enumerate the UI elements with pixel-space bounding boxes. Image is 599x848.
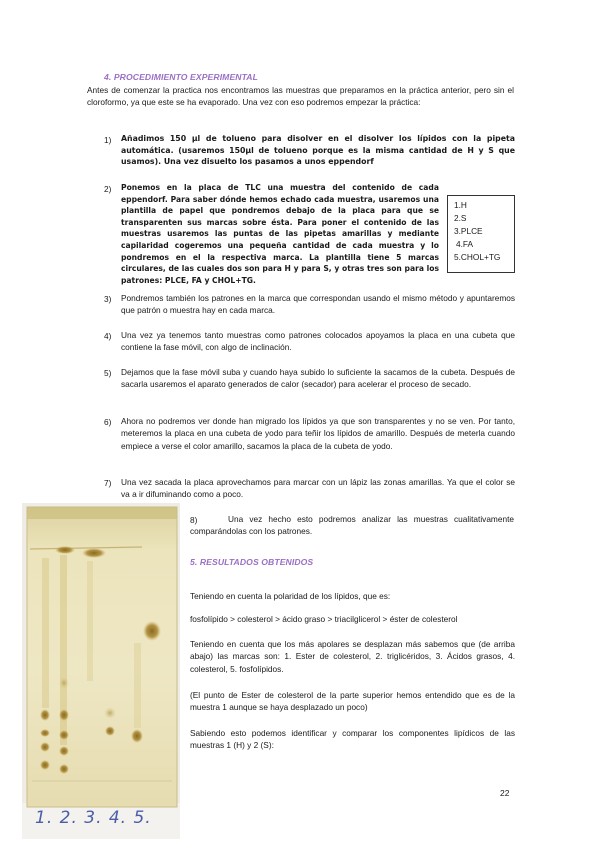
sample-legend-box [447, 195, 515, 273]
step-6-text: Ahora no podremos ver donde han migrado los lípidos ya que son transparentes y no se ven. Por tanto, meteremos la placa en una cubeta de yodo para teñir los lípidos de amarillo. Después de meterla cuando empiece a verse el color amarillo, sacamos la placa de la cubeta de yodo. [121, 416, 515, 451]
step-8-label: Una vez hecho esto podremos analizar las muestras cualitativamente comparándolas con los patrones. [190, 514, 514, 537]
legend-item: 4.FA [456, 239, 474, 249]
step-3-number: 3) [104, 294, 112, 304]
tlc-plate-photo [22, 503, 180, 839]
step-4-number: 4) [104, 331, 112, 341]
results-paragraph-3: Teniendo en cuenta que los más apolares se desplazan más sabemos que (de arriba abajo) las marcas son: 1. Ester de colesterol, 2. triglicéridos, 3. Ácidos grasos, 4. colesterol, 5. fosfolípidos. [190, 639, 515, 674]
results-paragraph-4: (El punto de Ester de colesterol de la parte superior hemos entendido que es de la muestra 1 aunque se haya desplazado un poco) [190, 690, 515, 713]
section-5-heading: 5. RESULTADOS OBTENIDOS [190, 557, 314, 567]
results-paragraph-5: Sabiendo esto podemos identificar y comparar los componentes lipídicos de las muestras 1 (H) y 2 (S): [190, 728, 515, 751]
step-6-number: 6) [104, 417, 112, 427]
step-7-number: 7) [104, 478, 112, 488]
step-5-text: Dejamos que la fase móvil suba y cuando haya subido lo suficiente la sacamos de la cubeta. Después de sacarla usaremos el aparato generados de calor (secador) para acelerar el proceso de secado. [121, 367, 515, 390]
legend-item: 5.CHOL+TG [454, 252, 501, 262]
legend-item: 1.H [454, 200, 467, 210]
legend-item: 2.S [454, 213, 467, 223]
results-paragraph-1: Teniendo en cuenta la polaridad de los lípidos, que es: [190, 591, 391, 601]
step-3-text: Pondremos también los patrones en la marca que correspondan usando el mismo método y apuntaremos que patrón o muestra hay en cada marca. [121, 293, 515, 316]
step-8-text [190, 513, 514, 538]
results-polarity-order: fosfolípido > colesterol > ácido graso > triacilglicerol > éster de colesterol [190, 614, 458, 624]
page-number: 22 [500, 788, 510, 798]
section-4-intro: Antes de comenzar la practica nos encontramos las muestras que preparamos en la práctica anterior, pero sin el cloroformo, ya que este se ha evaporado. Una vez con eso podremos empezar la práctica: [87, 85, 514, 108]
step-4-text: Una vez ya tenemos tanto muestras como patrones colocados apoyamos la placa en una cubeta que contiene la fase móvil, con algo de inclinación. [121, 330, 515, 353]
step-2-number: 2) [104, 184, 112, 194]
handwritten-lane-labels: 1. 2. 3. 4. 5. [35, 808, 152, 828]
legend-item: 3.PLCE [454, 226, 483, 236]
step-5-number: 5) [104, 368, 112, 378]
step-1-text: Añadimos 150 µl de tolueno para disolver en el disolver los lípidos con la pipeta automática. (usaremos 150µl de tolueno porque es la misma cantidad de H y S que usamos). Una vez disuelto los pasamos a unos eppendorf [121, 134, 515, 167]
step-8-number: 8) [190, 515, 198, 525]
step-1-number: 1) [104, 135, 112, 145]
section-4-heading: 4. PROCEDIMIENTO EXPERIMENTAL [104, 72, 258, 82]
step-2-text: Ponemos en la placa de TLC una muestra del contenido de cada eppendorf. Para saber dónde hemos echado cada muestra, usaremos una plantilla de papel que pondremos debajo de la placa para que se transparenten sus marcas sobre ésta. Para poner el contenido de las muestras usaremos las puntas de las pipetas amarillas y mediante capilaridad cogeremos una pequeña cantidad de cada muestra y lo pondremos en el la respectiva marca. La plantilla tiene 5 marcas circulares, de las cuales dos son para H y para S, y otras tres son para los patrones: PLCE, FA y CHOL+TG. [121, 183, 439, 285]
step-7-text: Una vez sacada la placa aprovechamos para marcar con un lápiz las zonas amarillas. Ya que el color se va a ir difuminando como a poco. [121, 477, 515, 500]
tlc-plate-image [22, 503, 180, 839]
